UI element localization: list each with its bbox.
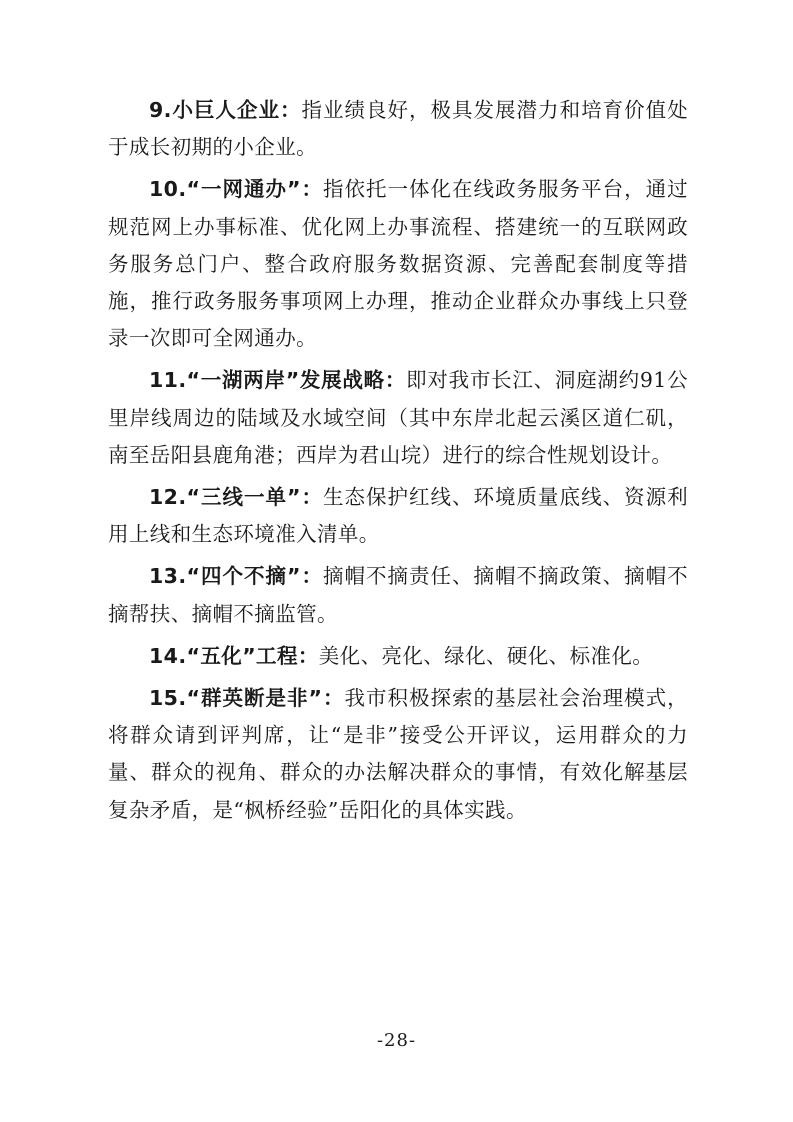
glossary-definition: 即对我市长江、洞庭湖约91公里岸线周边的陆域及水域空间（其中东岸北起云溪区道仁矶，南至岳阳县鹿角港；西岸为君山垸）进行的综合性规划设计。	[108, 368, 688, 467]
glossary-term: 10.“一网通办”：	[149, 177, 323, 202]
glossary-entry	[108, 558, 688, 632]
glossary-term: 15.“群英断是非”：	[149, 686, 345, 711]
glossary-entry	[108, 362, 688, 474]
glossary-term: 9.小巨人企业：	[149, 98, 302, 122]
glossary-definition: 我市积极探索的基层社会治理模式，将群众请到评判席，让“是非”接受公开评议，运用群众的力量、群众的视角、群众的办法解决群众的事情，有效化解基层复杂矛盾，是“枫桥经验”岳阳化的具体实践。	[108, 686, 688, 822]
glossary-definition: 指依托一体化在线政务服务平台，通过规范网上办事标准、优化网上办事流程、搭建统一的互联网政务服务总门户、整合政府服务数据资源、完善配套制度等措施，推行政务服务事项网上办理，推动企业群众办事线上只登录一次即可全网通办。	[108, 177, 688, 351]
glossary-definition: 摘帽不摘责任、摘帽不摘政策、摘帽不摘帮扶、摘帽不摘监管。	[108, 564, 688, 626]
glossary-definition: 美化、亮化、绿化、硬化、标准化。	[318, 643, 654, 668]
glossary-entry	[108, 680, 688, 829]
glossary-definition: 指业绩良好，极具发展潜力和培育价值处于成长初期的小企业。	[108, 98, 688, 160]
glossary-term: 12.“三线一单”：	[149, 485, 323, 510]
glossary-term: 14.“五化”工程：	[149, 643, 319, 668]
glossary-definition: 生态保护红线、环境质量底线、资源利用上线和生态环境准入清单。	[108, 485, 688, 547]
glossary-term: 13.“四个不摘”：	[149, 564, 323, 589]
glossary-entry	[108, 171, 688, 357]
glossary-entry	[108, 479, 688, 553]
glossary-entry	[108, 638, 688, 675]
glossary-body	[108, 92, 688, 829]
glossary-entry	[108, 92, 688, 166]
glossary-term: 11.“一湖两岸”发展战略：	[149, 368, 407, 393]
page-number: -28-	[376, 1030, 417, 1051]
